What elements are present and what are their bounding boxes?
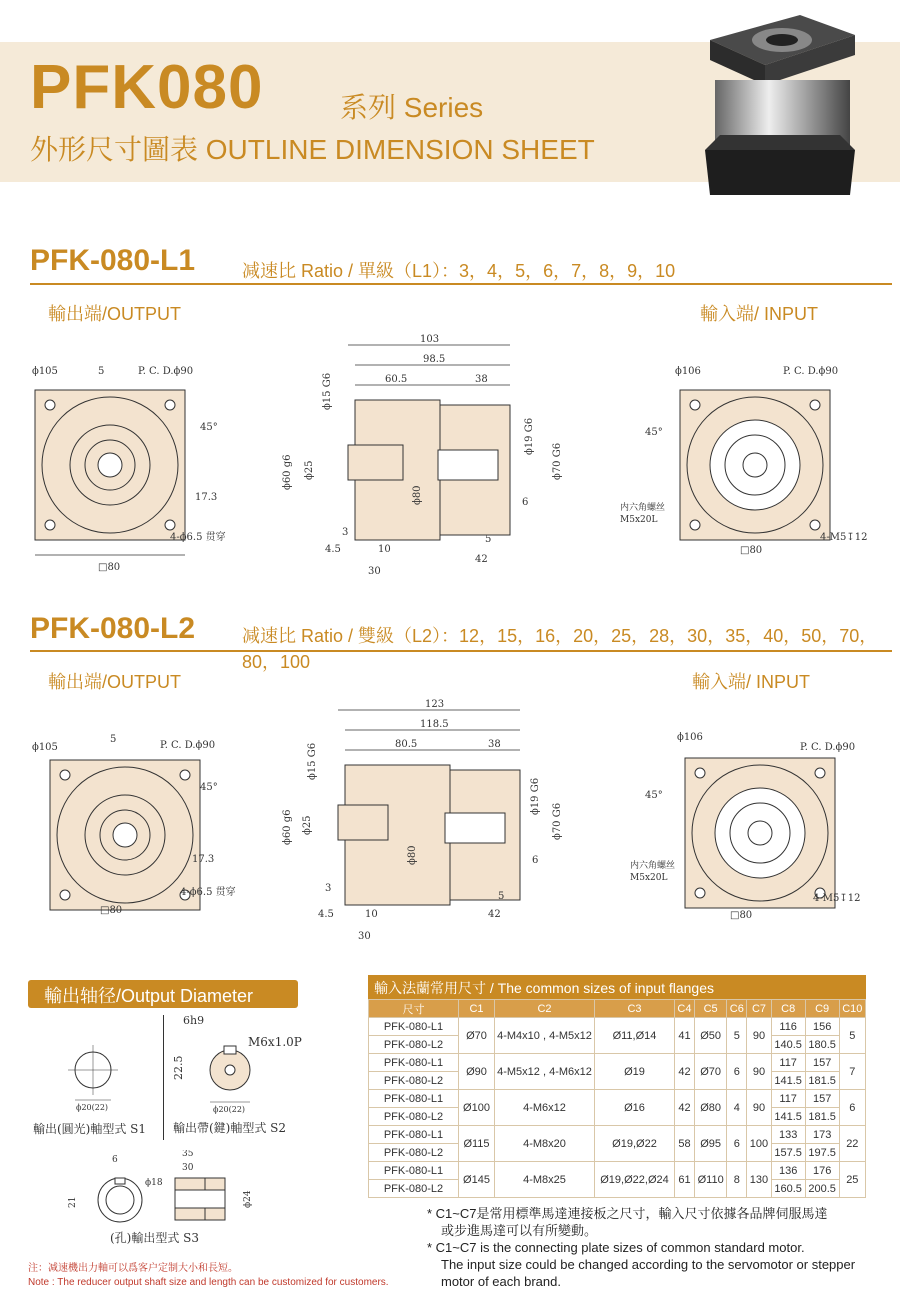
l2-out-d105: ϕ105: [32, 742, 58, 753]
s1-dim: ϕ20(22): [76, 1103, 109, 1112]
footnote-en: Note : The reducer output shaft size and length can be customized for customers.: [28, 1277, 389, 1288]
l2-out-173: 17.3: [192, 854, 215, 865]
l1-d10: 10: [378, 544, 391, 555]
col-header: C4: [675, 1000, 695, 1018]
flange-table-title: 輸入法蘭常用尺寸 / The common sizes of input flanges: [368, 975, 866, 999]
l2-len-805: 80.5: [395, 739, 418, 750]
table-cell: Ø50: [694, 1018, 726, 1054]
l1-d80: ϕ80: [412, 485, 423, 505]
l2-len-38: 38: [488, 739, 501, 750]
l1-in-sq80: □80: [740, 545, 763, 556]
table-cell: 42: [675, 1090, 695, 1126]
s2-h: 22.5: [172, 1055, 185, 1080]
table-cell: 141.5: [771, 1072, 805, 1090]
l1-out-45: 45°: [200, 422, 218, 433]
table-cell: PFK-080-L2: [369, 1144, 459, 1162]
table-cell: Ø80: [694, 1090, 726, 1126]
l2-d45: 4.5: [318, 909, 334, 920]
l1-out-d105: ϕ105: [32, 366, 58, 377]
table-row: [369, 1018, 866, 1036]
l2-out-pcd: P. C. D.ϕ90: [160, 740, 216, 751]
table-cell: 4-M6x12: [495, 1090, 595, 1126]
col-header: 尺寸: [369, 1000, 459, 1018]
l1-ratio: 减速比 Ratio / 單級（L1）：3，4，5，6，7，8，9，10: [242, 261, 676, 281]
l1-side-view: [270, 330, 570, 580]
l1-d70: ϕ70 G6: [552, 442, 563, 480]
l2-in-m5: 4-M5↧12: [813, 893, 861, 904]
table-row: [369, 1126, 866, 1144]
table-cell: 5: [727, 1018, 747, 1054]
l2-d30: 30: [358, 931, 371, 942]
l1-in-d106: ϕ106: [675, 366, 701, 377]
l2-d10: 10: [365, 909, 378, 920]
table-cell: 4-M4x10 , 4-M5x12: [495, 1018, 595, 1054]
l1-out-173: 17.3: [195, 492, 218, 503]
s3-label: (孔)輸出型式 S3: [110, 1231, 200, 1245]
note-en-3: motor of each brand.: [441, 1274, 561, 1289]
l2-in-d106: ϕ106: [677, 732, 703, 743]
table-cell: 176: [805, 1162, 839, 1180]
l2-title: PFK-080-L2: [30, 612, 196, 645]
table-cell: Ø16: [595, 1090, 675, 1126]
l2-in-pcd: P. C. D.ϕ90: [800, 742, 856, 753]
table-cell: PFK-080-L1: [369, 1126, 459, 1144]
s2-label: 輸出帶(鍵)軸型式 S2: [173, 1121, 287, 1135]
table-cell: 136: [771, 1162, 805, 1180]
table-cell: 4-M8x25: [495, 1162, 595, 1198]
l1-d25: ϕ25: [304, 460, 315, 480]
l1-d30: 30: [368, 566, 381, 577]
table-cell: 173: [805, 1126, 839, 1144]
flange-table-body: [369, 1018, 866, 1198]
table-cell: 181.5: [805, 1072, 839, 1090]
table-cell: 157.5: [771, 1144, 805, 1162]
table-cell: 117: [771, 1090, 805, 1108]
l2-d6: 6: [532, 855, 539, 866]
l1-len-985: 98.5: [423, 354, 446, 365]
table-cell: 117: [771, 1054, 805, 1072]
table-cell: 4: [727, 1090, 747, 1126]
table-cell: 90: [747, 1018, 771, 1054]
table-cell: 157: [805, 1054, 839, 1072]
s2-thread: M6x1.0P: [248, 1035, 302, 1049]
col-header: C1: [459, 1000, 495, 1018]
shaft-s2-drawing: [168, 1010, 328, 1140]
l2-d70: ϕ70 G6: [552, 802, 563, 840]
l2-d42: 42: [488, 909, 501, 920]
l2-out-holes: 4-ϕ6.5 贯穿: [180, 887, 236, 898]
sheet-subtitle: 外形尺寸圖表 OUTLINE DIMENSION SHEET: [30, 134, 595, 165]
l1-out-holes: 4-ϕ6.5 贯穿: [170, 532, 226, 543]
gearbox-product-image: [690, 10, 870, 200]
l2-input-label: 輸入端/ INPUT: [692, 672, 811, 692]
table-cell: Ø11,Ø14: [595, 1018, 675, 1054]
table-cell: Ø19: [595, 1054, 675, 1090]
table-cell: PFK-080-L2: [369, 1072, 459, 1090]
table-cell: 5: [839, 1018, 865, 1054]
s3-d24: ϕ24: [243, 1190, 253, 1208]
table-cell: Ø95: [694, 1126, 726, 1162]
l2-in-sq80: □80: [730, 910, 753, 921]
l2-in-45: 45°: [645, 790, 663, 801]
note-en-1: * C1~C7 is the connecting plate sizes of common standard motor.: [427, 1240, 805, 1255]
l1-input-front-view: [615, 360, 875, 560]
col-header: C5: [694, 1000, 726, 1018]
table-cell: 25: [839, 1162, 865, 1198]
s3-21: 21: [68, 1196, 78, 1208]
l2-d19: ϕ19 G6: [530, 777, 541, 815]
table-cell: 4-M8x20: [495, 1126, 595, 1162]
s3-d18: ϕ18: [145, 1178, 163, 1188]
l1-in-pcd: P. C. D.ϕ90: [783, 366, 839, 377]
l1-d19: ϕ19 G6: [524, 417, 535, 455]
l2-len-1185: 118.5: [420, 719, 449, 730]
l1-d42: 42: [475, 554, 488, 565]
table-cell: PFK-080-L1: [369, 1090, 459, 1108]
s1-s2-divider: [163, 1015, 164, 1140]
table-cell: 6: [727, 1054, 747, 1090]
table-cell: 90: [747, 1054, 771, 1090]
l2-d80: ϕ80: [407, 845, 418, 865]
l1-len-605: 60.5: [385, 374, 408, 385]
l1-d45: 4.5: [325, 544, 341, 555]
shaft-s3-drawing: [60, 1150, 280, 1250]
series-label: 系列 Series: [340, 92, 484, 123]
table-cell: 141.5: [771, 1108, 805, 1126]
table-cell: 180.5: [805, 1036, 839, 1054]
l2-input-front-view: [615, 728, 875, 928]
table-cell: PFK-080-L2: [369, 1036, 459, 1054]
l1-output-label: 輸出端/OUTPUT: [48, 304, 181, 324]
col-header: C8: [771, 1000, 805, 1018]
l1-d6: 6: [522, 497, 529, 508]
table-row: [369, 1162, 866, 1180]
s2-key: 6h9: [183, 1014, 205, 1027]
s3-35: 35: [182, 1150, 194, 1159]
flange-table: [368, 999, 866, 1198]
l1-len-103: 103: [420, 334, 440, 345]
table-cell: 156: [805, 1018, 839, 1036]
table-cell: 61: [675, 1162, 695, 1198]
l1-in-hexbolt: 内六角螺丝: [620, 503, 666, 513]
l2-len-123: 123: [425, 699, 445, 710]
l1-title: PFK-080-L1: [30, 244, 196, 277]
l2-d5: 5: [498, 891, 505, 902]
table-cell: 42: [675, 1054, 695, 1090]
table-cell: 160.5: [771, 1180, 805, 1198]
l2-side-view: [270, 695, 570, 945]
table-cell: 130: [747, 1162, 771, 1198]
table-cell: 7: [839, 1054, 865, 1090]
table-cell: Ø19,Ø22: [595, 1126, 675, 1162]
col-header: C10: [839, 1000, 865, 1018]
table-cell: 140.5: [771, 1036, 805, 1054]
l2-ratio: 减速比 Ratio / 雙級（L2）：12，15，16，20，25，28，30，35，40，50，70，80，100: [242, 626, 878, 672]
table-row: [369, 1090, 866, 1108]
table-cell: 100: [747, 1126, 771, 1162]
l2-d60: ϕ60 g6: [282, 809, 293, 845]
l1-in-m5: 4-M5↧12: [820, 532, 868, 543]
l1-len-38: 38: [475, 374, 488, 385]
l1-d60: ϕ60 g6: [282, 454, 293, 490]
s3-6: 6: [112, 1155, 118, 1165]
table-cell: PFK-080-L1: [369, 1018, 459, 1036]
note-zh-1: * C1~C7是常用標準馬達連接板之尺寸，輸入尺寸依據各品牌伺服馬達: [427, 1206, 828, 1221]
l2-output-front-view: [20, 730, 250, 950]
col-header: C7: [747, 1000, 771, 1018]
l2-out-45: 45°: [200, 782, 218, 793]
table-cell: Ø115: [459, 1126, 495, 1162]
l2-d15: ϕ15 G6: [307, 742, 318, 780]
table-cell: 6: [839, 1090, 865, 1126]
l1-output-front-view: [20, 360, 250, 580]
table-cell: Ø70: [459, 1018, 495, 1054]
col-header: C3: [595, 1000, 675, 1018]
table-cell: 90: [747, 1090, 771, 1126]
table-cell: 157: [805, 1090, 839, 1108]
l1-divider: [30, 283, 892, 285]
l2-out-sq80: □80: [100, 905, 123, 916]
table-cell: PFK-080-L2: [369, 1108, 459, 1126]
s3-30: 30: [182, 1163, 194, 1173]
footnote-zh: 注：减速機出力軸可以爲客户定制大小和長短。: [28, 1263, 238, 1274]
output-diameter-title: 輸出轴径/Output Diameter: [28, 980, 298, 1008]
col-header: C2: [495, 1000, 595, 1018]
table-cell: 197.5: [805, 1144, 839, 1162]
table-cell: 200.5: [805, 1180, 839, 1198]
table-cell: Ø19,Ø22,Ø24: [595, 1162, 675, 1198]
l1-d3: 3: [342, 527, 349, 538]
s2-dim: ϕ20(22): [213, 1105, 246, 1114]
table-cell: 181.5: [805, 1108, 839, 1126]
l1-out-k5: 5: [98, 366, 105, 377]
note-en-2: The input size could be changed according to the servomotor or stepper: [441, 1257, 856, 1272]
l2-out-k5: 5: [110, 734, 117, 745]
l1-in-45: 45°: [645, 427, 663, 438]
table-cell: PFK-080-L1: [369, 1054, 459, 1072]
table-cell: 41: [675, 1018, 695, 1054]
table-cell: 133: [771, 1126, 805, 1144]
table-cell: Ø90: [459, 1054, 495, 1090]
s1-label: 輸出(圓光)軸型式 S1: [33, 1122, 147, 1135]
table-cell: 116: [771, 1018, 805, 1036]
flange-table-panel: [368, 975, 866, 1198]
l1-out-sq80: □80: [98, 562, 121, 573]
notes-block: [427, 1205, 855, 1290]
l1-d5: 5: [485, 534, 492, 545]
col-header: C6: [727, 1000, 747, 1018]
col-header: C9: [805, 1000, 839, 1018]
flange-header-row: [369, 1000, 866, 1018]
l2-divider: [30, 650, 892, 652]
table-cell: Ø100: [459, 1090, 495, 1126]
l2-output-label: 輸出端/OUTPUT: [48, 672, 181, 692]
table-cell: 6: [727, 1126, 747, 1162]
l2-d25: ϕ25: [302, 815, 313, 835]
table-cell: Ø145: [459, 1162, 495, 1198]
table-cell: PFK-080-L1: [369, 1162, 459, 1180]
table-cell: Ø110: [694, 1162, 726, 1198]
table-cell: Ø70: [694, 1054, 726, 1090]
table-row: [369, 1054, 866, 1072]
table-cell: 22: [839, 1126, 865, 1162]
table-cell: 4-M5x12 , 4-M6x12: [495, 1054, 595, 1090]
l1-out-pcd: P. C. D.ϕ90: [138, 366, 194, 377]
l1-d15: ϕ15 G6: [322, 372, 333, 410]
table-cell: 8: [727, 1162, 747, 1198]
l1-in-m5x20: M5x20L: [620, 515, 658, 525]
table-cell: PFK-080-L2: [369, 1180, 459, 1198]
table-cell: 58: [675, 1126, 695, 1162]
l2-in-m5x20: M5x20L: [630, 873, 668, 883]
l1-input-label: 輸入端/ INPUT: [700, 304, 819, 324]
note-zh-2: 或步進馬達可以有所變動。: [441, 1223, 598, 1238]
model-title: PFK080: [30, 53, 264, 122]
l2-in-hexbolt: 内六角螺丝: [630, 861, 676, 871]
l2-d3: 3: [325, 883, 332, 894]
shaft-s1-drawing: [28, 1015, 178, 1135]
